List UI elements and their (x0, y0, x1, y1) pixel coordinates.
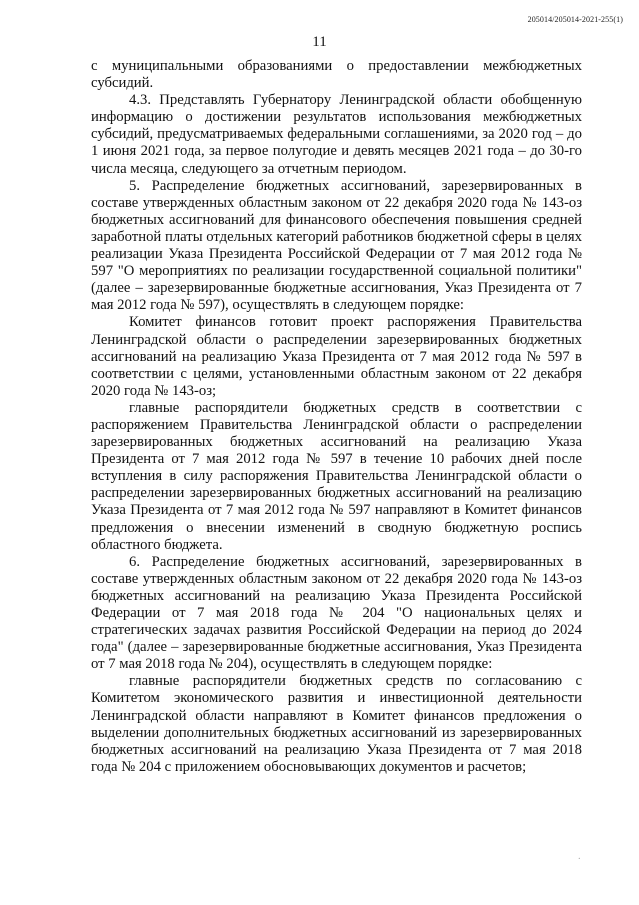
scan-mark: · (577, 854, 581, 865)
paragraph-5-main-administrators: главные распорядители бюджетных средств в соответствии с распоряжением Правительства Ленинградской области о распределении зарезервированных бюджетных ассигнований на реализацию Указа Президента от 7 мая 2012 года № 597 в течение 10 рабочих дней после вступления в силу распоряжения Правительства Ленинградской области о распределении зарезервированных бюджетных ассигнований на реализацию Указа Президента от 7 мая 2012 года № 597 направляют в Комитет финансов предложения о внесении изменений в сводную бюджетную роспись областного бюджета. (91, 399, 582, 553)
paragraph-5: 5. Распределение бюджетных ассигнований, зарезервированных в составе утвержденных областным законом от 22 декабря 2020 года № 143-оз бюджетных ассигнований для финансового обеспечения повышения средней заработной платы отдельных категорий работников бюджетной сферы в целях реализации Указа Президента Российской Федерации от 7 мая 2012 года № 597 "О мероприятиях по реализации государственной социальной политики" (далее – зарезервированные бюджетные ассигнования, Указ Президента от 7 мая 2012 года № 597), осуществлять в следующем порядке: (91, 177, 582, 314)
document-id: 205014/205014-2021-255(1) (527, 15, 623, 24)
paragraph-5-finance-committee: Комитет финансов готовит проект распоряжения Правительства Ленинградской области о распределении зарезервированных бюджетных ассигнований на реализацию Указа Президента от 7 мая 2012 года № 597 в соответствии с целями, установленными областным законом от 22 декабря 2020 года № 143-оз; (91, 314, 582, 399)
paragraph-6-main-administrators: главные распорядители бюджетных средств по согласованию с Комитетом экономического развития и инвестиционной деятельности Ленинградской области направляют в Комитет финансов предложения о выделении дополнительных бюджетных ассигнований из зарезервированных бюджетных ассигнований на реализацию Указа Президента от 7 мая 2018 года № 204 с приложением обосновывающих документов и расчетов; (91, 673, 582, 775)
document-body (91, 58, 582, 776)
paragraph-continuation: с муниципальными образованиями о предоставлении межбюджетных субсидий. (91, 58, 582, 92)
page-number: 11 (312, 34, 327, 50)
paragraph-4-3: 4.3. Представлять Губернатору Ленинградской области обобщенную информацию о достижении результатов использования межбюджетных субсидий, предусматриваемых федеральными соглашениями, за 2020 год – до 1 июня 2021 года, за первое полугодие и девять месяцев 2021 года – до 30-го числа месяца, следующего за отчетным периодом. (91, 92, 582, 177)
paragraph-6: 6. Распределение бюджетных ассигнований, зарезервированных в составе утвержденных областным законом от 22 декабря 2020 года № 143-оз бюджетных ассигнований на реализацию Указа Президента Российской Федерации от 7 мая 2018 года № 204 "О национальных целях и стратегических задачах развития Российской Федерации на период до 2024 года" (далее – зарезервированные бюджетные ассигнования, Указ Президента от 7 мая 2018 года № 204), осуществлять в следующем порядке: (91, 553, 582, 673)
